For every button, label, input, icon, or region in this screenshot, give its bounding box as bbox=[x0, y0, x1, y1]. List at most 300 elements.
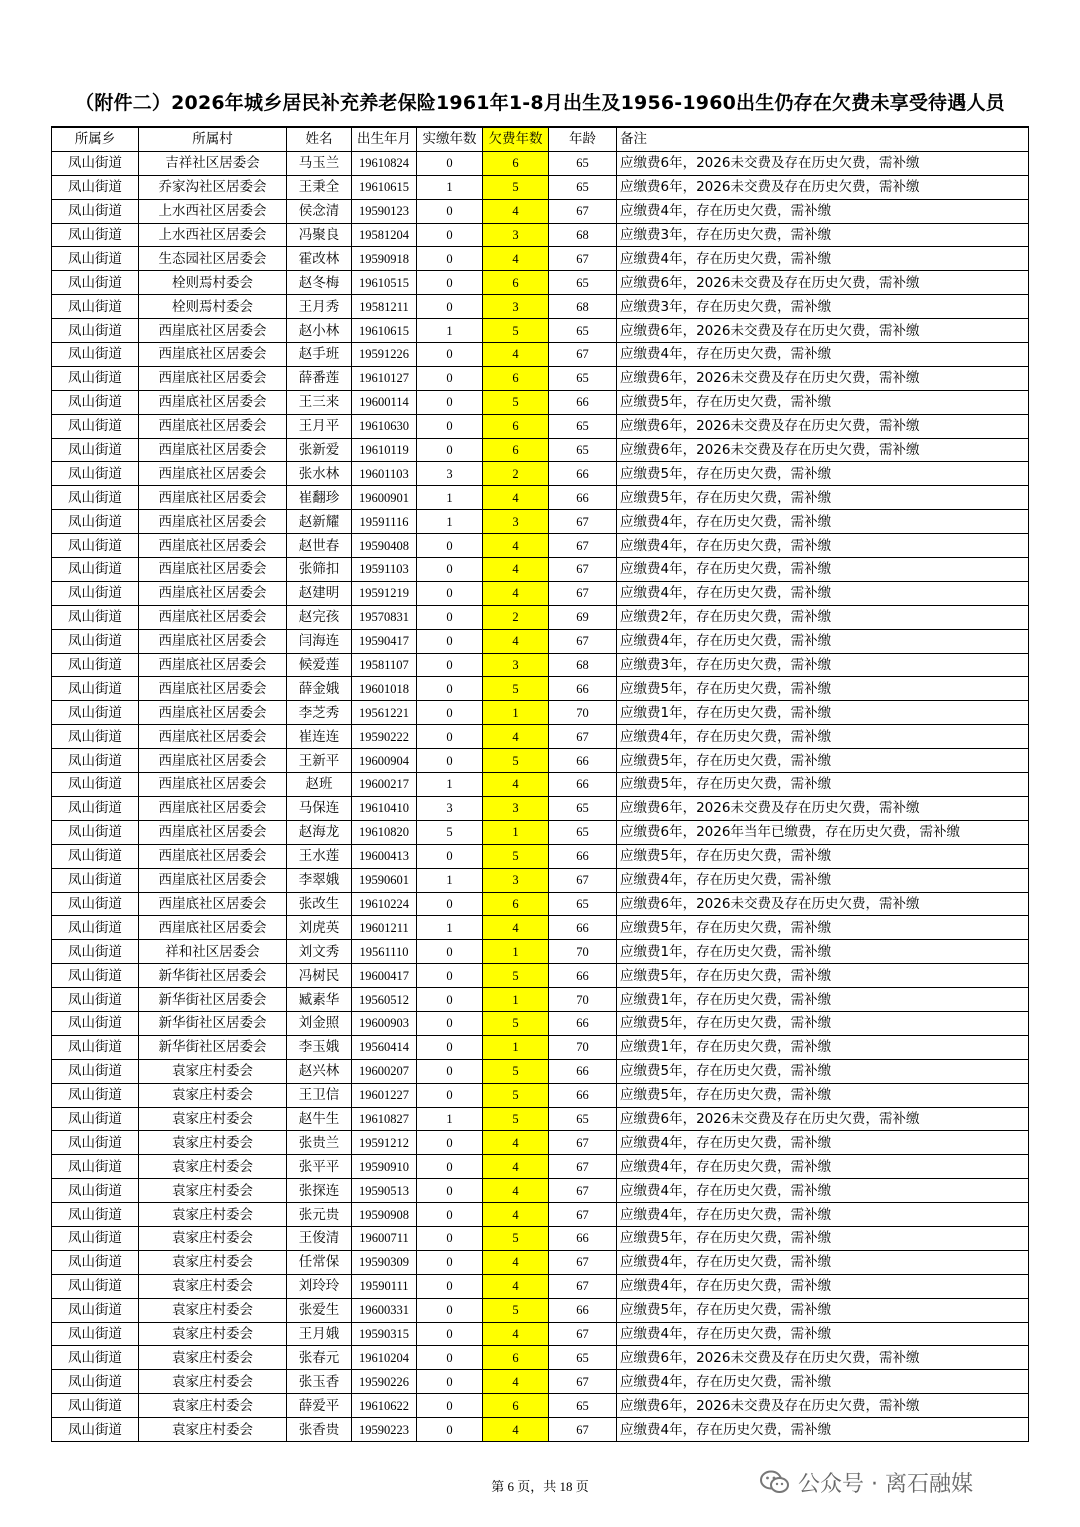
cell-remarks: 应缴费5年，存在历史欠费，需补缴 bbox=[617, 773, 1029, 797]
cell-paid-years: 1 bbox=[417, 319, 483, 343]
cell-remarks: 应缴费4年，存在历史欠费，需补缴 bbox=[617, 1179, 1029, 1203]
cell-paid-years: 0 bbox=[417, 151, 483, 175]
cell-remarks: 应缴费4年，存在历史欠费，需补缴 bbox=[617, 629, 1029, 653]
cell-remarks: 应缴费6年，2026未交费及存在历史欠费，需补缴 bbox=[617, 892, 1029, 916]
cell-paid-years: 3 bbox=[417, 462, 483, 486]
table-row bbox=[52, 916, 1029, 940]
cell-paid-years: 0 bbox=[417, 343, 483, 367]
cell-paid-years: 0 bbox=[417, 223, 483, 247]
cell-birth: 19600413 bbox=[352, 844, 417, 868]
cell-age: 67 bbox=[549, 1203, 617, 1227]
cell-owed-years: 6 bbox=[483, 366, 549, 390]
cell-name: 李玉娥 bbox=[287, 1035, 352, 1059]
cell-paid-years: 0 bbox=[417, 247, 483, 271]
table-row bbox=[52, 1107, 1029, 1131]
cell-birth: 19610515 bbox=[352, 271, 417, 295]
cell-age: 65 bbox=[549, 1394, 617, 1418]
cell-name: 张筛扣 bbox=[287, 558, 352, 582]
table-row bbox=[52, 319, 1029, 343]
cell-birth: 19590908 bbox=[352, 1203, 417, 1227]
cell-birth: 19591226 bbox=[352, 343, 417, 367]
cell-owed-years: 5 bbox=[483, 1059, 549, 1083]
cell-name: 张玉香 bbox=[287, 1370, 352, 1394]
cell-village: 袁家庄村委会 bbox=[139, 1274, 287, 1298]
cell-remarks: 应缴费1年，存在历史欠费，需补缴 bbox=[617, 940, 1029, 964]
watermark bbox=[760, 1462, 973, 1502]
cell-name: 赵建明 bbox=[287, 581, 352, 605]
cell-village: 袁家庄村委会 bbox=[139, 1155, 287, 1179]
cell-age: 67 bbox=[549, 1370, 617, 1394]
cell-owed-years: 4 bbox=[483, 916, 549, 940]
cell-owed-years: 6 bbox=[483, 414, 549, 438]
cell-birth: 19581107 bbox=[352, 653, 417, 677]
cell-age: 65 bbox=[549, 892, 617, 916]
cell-name: 刘金照 bbox=[287, 1011, 352, 1035]
cell-township: 凤山街道 bbox=[52, 486, 139, 510]
cell-name: 马保连 bbox=[287, 796, 352, 820]
cell-birth: 19590601 bbox=[352, 868, 417, 892]
cell-birth: 19561110 bbox=[352, 940, 417, 964]
wechat-icon bbox=[760, 1469, 790, 1495]
table-row bbox=[52, 605, 1029, 629]
cell-name: 刘玲玲 bbox=[287, 1274, 352, 1298]
cell-paid-years: 0 bbox=[417, 1131, 483, 1155]
cell-paid-years: 0 bbox=[417, 1203, 483, 1227]
cell-remarks: 应缴费4年，存在历史欠费，需补缴 bbox=[617, 199, 1029, 223]
cell-owed-years: 4 bbox=[483, 1250, 549, 1274]
cell-age: 65 bbox=[549, 438, 617, 462]
table-row bbox=[52, 199, 1029, 223]
cell-village: 西崖底社区居委会 bbox=[139, 725, 287, 749]
cell-owed-years: 2 bbox=[483, 605, 549, 629]
col-header-birth: 出生年月 bbox=[352, 127, 417, 151]
cell-age: 66 bbox=[549, 677, 617, 701]
cell-paid-years: 0 bbox=[417, 844, 483, 868]
cell-village: 西崖底社区居委会 bbox=[139, 558, 287, 582]
table-row bbox=[52, 701, 1029, 725]
table-row bbox=[52, 1370, 1029, 1394]
cell-name: 王新平 bbox=[287, 749, 352, 773]
cell-village: 袁家庄村委会 bbox=[139, 1059, 287, 1083]
cell-village: 袁家庄村委会 bbox=[139, 1250, 287, 1274]
cell-birth: 19610224 bbox=[352, 892, 417, 916]
cell-owed-years: 4 bbox=[483, 1131, 549, 1155]
cell-birth: 19601227 bbox=[352, 1083, 417, 1107]
cell-age: 66 bbox=[549, 462, 617, 486]
cell-village: 栓则焉村委会 bbox=[139, 295, 287, 319]
cell-township: 凤山街道 bbox=[52, 1155, 139, 1179]
cell-paid-years: 0 bbox=[417, 581, 483, 605]
cell-township: 凤山街道 bbox=[52, 438, 139, 462]
cell-birth: 19600207 bbox=[352, 1059, 417, 1083]
cell-remarks: 应缴费4年，存在历史欠费，需补缴 bbox=[617, 581, 1029, 605]
cell-township: 凤山街道 bbox=[52, 1059, 139, 1083]
table-row bbox=[52, 1250, 1029, 1274]
cell-remarks: 应缴费4年，存在历史欠费，需补缴 bbox=[617, 1155, 1029, 1179]
cell-owed-years: 5 bbox=[483, 964, 549, 988]
cell-paid-years: 0 bbox=[417, 964, 483, 988]
table-row bbox=[52, 151, 1029, 175]
cell-age: 66 bbox=[549, 1011, 617, 1035]
cell-township: 凤山街道 bbox=[52, 725, 139, 749]
table-row bbox=[52, 390, 1029, 414]
cell-age: 67 bbox=[549, 510, 617, 534]
cell-owed-years: 4 bbox=[483, 247, 549, 271]
cell-name: 闫海连 bbox=[287, 629, 352, 653]
cell-village: 西崖底社区居委会 bbox=[139, 701, 287, 725]
col-header-village: 所属村 bbox=[139, 127, 287, 151]
cell-name: 王卫信 bbox=[287, 1083, 352, 1107]
table-row bbox=[52, 749, 1029, 773]
cell-name: 赵完孩 bbox=[287, 605, 352, 629]
cell-birth: 19590222 bbox=[352, 725, 417, 749]
cell-owed-years: 1 bbox=[483, 1035, 549, 1059]
cell-birth: 19610127 bbox=[352, 366, 417, 390]
cell-name: 赵兴林 bbox=[287, 1059, 352, 1083]
cell-age: 67 bbox=[549, 1155, 617, 1179]
cell-township: 凤山街道 bbox=[52, 151, 139, 175]
cell-birth: 19600711 bbox=[352, 1226, 417, 1250]
cell-owed-years: 4 bbox=[483, 581, 549, 605]
cell-remarks: 应缴费5年，存在历史欠费，需补缴 bbox=[617, 749, 1029, 773]
cell-name: 崔连连 bbox=[287, 725, 352, 749]
table-row bbox=[52, 1346, 1029, 1370]
cell-paid-years: 0 bbox=[417, 677, 483, 701]
cell-remarks: 应缴费4年，存在历史欠费，需补缴 bbox=[617, 1370, 1029, 1394]
cell-remarks: 应缴费3年，存在历史欠费，需补缴 bbox=[617, 295, 1029, 319]
cell-remarks: 应缴费4年，存在历史欠费，需补缴 bbox=[617, 1250, 1029, 1274]
cell-paid-years: 1 bbox=[417, 1107, 483, 1131]
cell-village: 袁家庄村委会 bbox=[139, 1131, 287, 1155]
cell-paid-years: 0 bbox=[417, 534, 483, 558]
cell-owed-years: 2 bbox=[483, 462, 549, 486]
cell-township: 凤山街道 bbox=[52, 319, 139, 343]
cell-remarks: 应缴费5年，存在历史欠费，需补缴 bbox=[617, 486, 1029, 510]
cell-remarks: 应缴费6年，2026未交费及存在历史欠费，需补缴 bbox=[617, 319, 1029, 343]
cell-township: 凤山街道 bbox=[52, 892, 139, 916]
cell-owed-years: 5 bbox=[483, 1083, 549, 1107]
cell-age: 65 bbox=[549, 151, 617, 175]
cell-name: 赵世春 bbox=[287, 534, 352, 558]
cell-age: 65 bbox=[549, 796, 617, 820]
cell-age: 66 bbox=[549, 390, 617, 414]
page-title: （附件二）2026年城乡居民补充养老保险1961年1-8月出生及1956-1960出生仍存在欠费未享受待遇人员 bbox=[75, 92, 1005, 114]
cell-township: 凤山街道 bbox=[52, 390, 139, 414]
cell-owed-years: 4 bbox=[483, 558, 549, 582]
cell-paid-years: 0 bbox=[417, 1298, 483, 1322]
cell-age: 65 bbox=[549, 820, 617, 844]
cell-paid-years: 0 bbox=[417, 1274, 483, 1298]
cell-township: 凤山街道 bbox=[52, 1322, 139, 1346]
cell-owed-years: 3 bbox=[483, 223, 549, 247]
cell-age: 67 bbox=[549, 1179, 617, 1203]
table-row bbox=[52, 1298, 1029, 1322]
cell-age: 67 bbox=[549, 199, 617, 223]
cell-paid-years: 3 bbox=[417, 796, 483, 820]
cell-name: 张平平 bbox=[287, 1155, 352, 1179]
cell-village: 西崖底社区居委会 bbox=[139, 462, 287, 486]
cell-owed-years: 4 bbox=[483, 1370, 549, 1394]
cell-name: 薛爱平 bbox=[287, 1394, 352, 1418]
cell-owed-years: 4 bbox=[483, 1274, 549, 1298]
cell-township: 凤山街道 bbox=[52, 1298, 139, 1322]
table-row bbox=[52, 223, 1029, 247]
cell-remarks: 应缴费6年，2026未交费及存在历史欠费，需补缴 bbox=[617, 1394, 1029, 1418]
cell-age: 67 bbox=[549, 581, 617, 605]
cell-remarks: 应缴费6年，2026未交费及存在历史欠费，需补缴 bbox=[617, 271, 1029, 295]
cell-owed-years: 1 bbox=[483, 940, 549, 964]
cell-age: 65 bbox=[549, 319, 617, 343]
cell-township: 凤山街道 bbox=[52, 558, 139, 582]
table-row bbox=[52, 1394, 1029, 1418]
cell-township: 凤山街道 bbox=[52, 581, 139, 605]
cell-village: 乔家沟社区居委会 bbox=[139, 175, 287, 199]
cell-village: 新华街社区居委会 bbox=[139, 1035, 287, 1059]
cell-township: 凤山街道 bbox=[52, 1346, 139, 1370]
table-row bbox=[52, 677, 1029, 701]
table-row bbox=[52, 247, 1029, 271]
cell-birth: 19591103 bbox=[352, 558, 417, 582]
cell-owed-years: 3 bbox=[483, 796, 549, 820]
cell-township: 凤山街道 bbox=[52, 462, 139, 486]
cell-village: 西崖底社区居委会 bbox=[139, 653, 287, 677]
cell-age: 66 bbox=[549, 749, 617, 773]
cell-township: 凤山街道 bbox=[52, 629, 139, 653]
table-row bbox=[52, 725, 1029, 749]
table-row bbox=[52, 366, 1029, 390]
table-row bbox=[52, 1226, 1029, 1250]
cell-township: 凤山街道 bbox=[52, 1083, 139, 1107]
cell-township: 凤山街道 bbox=[52, 271, 139, 295]
cell-remarks: 应缴费5年，存在历史欠费，需补缴 bbox=[617, 1226, 1029, 1250]
cell-paid-years: 0 bbox=[417, 1346, 483, 1370]
cell-paid-years: 1 bbox=[417, 773, 483, 797]
cell-birth: 19560414 bbox=[352, 1035, 417, 1059]
cell-birth: 19581204 bbox=[352, 223, 417, 247]
cell-owed-years: 5 bbox=[483, 1011, 549, 1035]
cell-remarks: 应缴费4年，存在历史欠费，需补缴 bbox=[617, 725, 1029, 749]
cell-township: 凤山街道 bbox=[52, 1394, 139, 1418]
cell-remarks: 应缴费2年，存在历史欠费，需补缴 bbox=[617, 605, 1029, 629]
cell-owed-years: 4 bbox=[483, 486, 549, 510]
cell-name: 王秉全 bbox=[287, 175, 352, 199]
table-row bbox=[52, 892, 1029, 916]
cell-remarks: 应缴费5年，存在历史欠费，需补缴 bbox=[617, 1298, 1029, 1322]
cell-village: 袁家庄村委会 bbox=[139, 1179, 287, 1203]
cell-age: 70 bbox=[549, 701, 617, 725]
cell-village: 袁家庄村委会 bbox=[139, 1083, 287, 1107]
cell-village: 西崖底社区居委会 bbox=[139, 749, 287, 773]
cell-township: 凤山街道 bbox=[52, 414, 139, 438]
cell-village: 袁家庄村委会 bbox=[139, 1370, 287, 1394]
cell-village: 西崖底社区居委会 bbox=[139, 414, 287, 438]
cell-age: 70 bbox=[549, 988, 617, 1012]
cell-paid-years: 0 bbox=[417, 366, 483, 390]
cell-age: 67 bbox=[549, 1418, 617, 1442]
cell-birth: 19590111 bbox=[352, 1274, 417, 1298]
cell-village: 西崖底社区居委会 bbox=[139, 820, 287, 844]
cell-village: 西崖底社区居委会 bbox=[139, 629, 287, 653]
cell-name: 张爱生 bbox=[287, 1298, 352, 1322]
cell-township: 凤山街道 bbox=[52, 1370, 139, 1394]
cell-paid-years: 0 bbox=[417, 1059, 483, 1083]
cell-owed-years: 5 bbox=[483, 1107, 549, 1131]
cell-age: 66 bbox=[549, 773, 617, 797]
cell-name: 侯念清 bbox=[287, 199, 352, 223]
cell-birth: 19610827 bbox=[352, 1107, 417, 1131]
cell-owed-years: 5 bbox=[483, 390, 549, 414]
cell-owed-years: 4 bbox=[483, 773, 549, 797]
cell-age: 66 bbox=[549, 916, 617, 940]
cell-birth: 19610204 bbox=[352, 1346, 417, 1370]
cell-township: 凤山街道 bbox=[52, 701, 139, 725]
cell-remarks: 应缴费4年，存在历史欠费，需补缴 bbox=[617, 343, 1029, 367]
cell-paid-years: 0 bbox=[417, 1035, 483, 1059]
cell-paid-years: 1 bbox=[417, 868, 483, 892]
cell-age: 67 bbox=[549, 725, 617, 749]
cell-paid-years: 0 bbox=[417, 653, 483, 677]
cell-birth: 19590223 bbox=[352, 1418, 417, 1442]
cell-birth: 19600904 bbox=[352, 749, 417, 773]
cell-owed-years: 3 bbox=[483, 868, 549, 892]
cell-remarks: 应缴费6年，2026未交费及存在历史欠费，需补缴 bbox=[617, 151, 1029, 175]
cell-village: 西崖底社区居委会 bbox=[139, 796, 287, 820]
cell-owed-years: 4 bbox=[483, 629, 549, 653]
cell-village: 西崖底社区居委会 bbox=[139, 534, 287, 558]
cell-birth: 19610119 bbox=[352, 438, 417, 462]
cell-name: 王三来 bbox=[287, 390, 352, 414]
arrears-table bbox=[51, 126, 1029, 1442]
table-header-row bbox=[52, 127, 1029, 151]
cell-remarks: 应缴费1年，存在历史欠费，需补缴 bbox=[617, 988, 1029, 1012]
cell-paid-years: 0 bbox=[417, 605, 483, 629]
cell-remarks: 应缴费4年，存在历史欠费，需补缴 bbox=[617, 510, 1029, 534]
table-row bbox=[52, 629, 1029, 653]
cell-age: 67 bbox=[549, 868, 617, 892]
cell-remarks: 应缴费4年，存在历史欠费，需补缴 bbox=[617, 558, 1029, 582]
table-row bbox=[52, 964, 1029, 988]
cell-owed-years: 6 bbox=[483, 1394, 549, 1418]
cell-name: 张贵兰 bbox=[287, 1131, 352, 1155]
cell-birth: 19590918 bbox=[352, 247, 417, 271]
cell-age: 66 bbox=[549, 1083, 617, 1107]
cell-village: 吉祥社区居委会 bbox=[139, 151, 287, 175]
cell-birth: 19590315 bbox=[352, 1322, 417, 1346]
cell-name: 冯聚良 bbox=[287, 223, 352, 247]
cell-paid-years: 0 bbox=[417, 701, 483, 725]
cell-age: 65 bbox=[549, 1346, 617, 1370]
cell-village: 新华街社区居委会 bbox=[139, 964, 287, 988]
cell-remarks: 应缴费1年，存在历史欠费，需补缴 bbox=[617, 701, 1029, 725]
cell-remarks: 应缴费5年，存在历史欠费，需补缴 bbox=[617, 1011, 1029, 1035]
cell-age: 66 bbox=[549, 1059, 617, 1083]
cell-owed-years: 4 bbox=[483, 534, 549, 558]
col-header-name: 姓名 bbox=[287, 127, 352, 151]
cell-age: 66 bbox=[549, 486, 617, 510]
cell-remarks: 应缴费5年，存在历史欠费，需补缴 bbox=[617, 1059, 1029, 1083]
cell-owed-years: 6 bbox=[483, 151, 549, 175]
cell-owed-years: 3 bbox=[483, 653, 549, 677]
cell-township: 凤山街道 bbox=[52, 295, 139, 319]
cell-township: 凤山街道 bbox=[52, 653, 139, 677]
cell-village: 西崖底社区居委会 bbox=[139, 390, 287, 414]
cell-township: 凤山街道 bbox=[52, 366, 139, 390]
table-row bbox=[52, 414, 1029, 438]
cell-name: 臧素华 bbox=[287, 988, 352, 1012]
cell-paid-years: 0 bbox=[417, 438, 483, 462]
cell-remarks: 应缴费4年，存在历史欠费，需补缴 bbox=[617, 868, 1029, 892]
cell-birth: 19601018 bbox=[352, 677, 417, 701]
cell-township: 凤山街道 bbox=[52, 868, 139, 892]
table-row bbox=[52, 1059, 1029, 1083]
cell-village: 西崖底社区居委会 bbox=[139, 916, 287, 940]
cell-township: 凤山街道 bbox=[52, 1203, 139, 1227]
cell-village: 西崖底社区居委会 bbox=[139, 366, 287, 390]
cell-owed-years: 4 bbox=[483, 1179, 549, 1203]
cell-remarks: 应缴费6年，2026年当年已缴费，存在历史欠费，需补缴 bbox=[617, 820, 1029, 844]
cell-birth: 19581211 bbox=[352, 295, 417, 319]
cell-age: 68 bbox=[549, 295, 617, 319]
cell-age: 68 bbox=[549, 223, 617, 247]
cell-birth: 19600114 bbox=[352, 390, 417, 414]
watermark-text: 公众号 · 离石融媒 bbox=[798, 1471, 973, 1497]
cell-village: 栓则焉村委会 bbox=[139, 271, 287, 295]
cell-remarks: 应缴费5年，存在历史欠费，需补缴 bbox=[617, 462, 1029, 486]
cell-paid-years: 5 bbox=[417, 820, 483, 844]
cell-paid-years: 0 bbox=[417, 1011, 483, 1035]
cell-village: 西崖底社区居委会 bbox=[139, 319, 287, 343]
cell-age: 67 bbox=[549, 343, 617, 367]
cell-birth: 19560512 bbox=[352, 988, 417, 1012]
cell-name: 候爱莲 bbox=[287, 653, 352, 677]
cell-paid-years: 0 bbox=[417, 414, 483, 438]
cell-owed-years: 5 bbox=[483, 175, 549, 199]
table-row bbox=[52, 438, 1029, 462]
cell-age: 68 bbox=[549, 653, 617, 677]
cell-remarks: 应缴费1年，存在历史欠费，需补缴 bbox=[617, 1035, 1029, 1059]
cell-village: 西崖底社区居委会 bbox=[139, 438, 287, 462]
cell-owed-years: 1 bbox=[483, 820, 549, 844]
cell-paid-years: 1 bbox=[417, 916, 483, 940]
cell-birth: 19610820 bbox=[352, 820, 417, 844]
cell-village: 袁家庄村委会 bbox=[139, 1107, 287, 1131]
cell-township: 凤山街道 bbox=[52, 988, 139, 1012]
cell-paid-years: 1 bbox=[417, 175, 483, 199]
cell-paid-years: 0 bbox=[417, 295, 483, 319]
cell-village: 西崖底社区居委会 bbox=[139, 605, 287, 629]
cell-remarks: 应缴费6年，2026未交费及存在历史欠费，需补缴 bbox=[617, 175, 1029, 199]
cell-township: 凤山街道 bbox=[52, 1226, 139, 1250]
cell-township: 凤山街道 bbox=[52, 1131, 139, 1155]
table-row bbox=[52, 1035, 1029, 1059]
cell-remarks: 应缴费5年，存在历史欠费，需补缴 bbox=[617, 916, 1029, 940]
cell-name: 赵冬梅 bbox=[287, 271, 352, 295]
cell-village: 袁家庄村委会 bbox=[139, 1203, 287, 1227]
cell-name: 任常保 bbox=[287, 1250, 352, 1274]
cell-name: 赵新耀 bbox=[287, 510, 352, 534]
cell-birth: 19600903 bbox=[352, 1011, 417, 1035]
page-footer: 第 6 页，共 18 页 bbox=[491, 1479, 589, 1494]
cell-owed-years: 5 bbox=[483, 749, 549, 773]
cell-township: 凤山街道 bbox=[52, 1179, 139, 1203]
cell-name: 刘文秀 bbox=[287, 940, 352, 964]
cell-age: 66 bbox=[549, 1226, 617, 1250]
cell-village: 西崖底社区居委会 bbox=[139, 581, 287, 605]
cell-township: 凤山街道 bbox=[52, 175, 139, 199]
table-row bbox=[52, 1203, 1029, 1227]
table-row bbox=[52, 581, 1029, 605]
cell-name: 张水林 bbox=[287, 462, 352, 486]
